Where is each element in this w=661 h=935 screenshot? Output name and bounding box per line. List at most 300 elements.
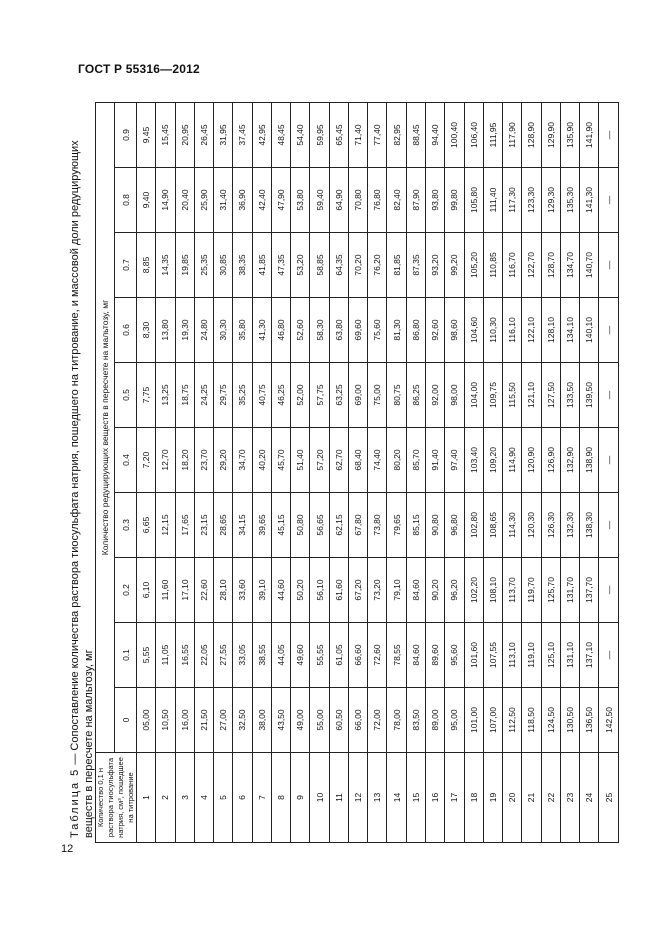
table-cell: 117,30 [503, 168, 522, 233]
row-number-cell: 1 [137, 753, 156, 843]
table-cell: 52,00 [291, 363, 310, 428]
table-cell: 14,35 [156, 233, 175, 298]
table-cell: 12,70 [156, 428, 175, 493]
table-cell: 17,10 [175, 558, 194, 623]
table-cell: 128,70 [541, 233, 560, 298]
table-cell: 89,60 [425, 623, 444, 688]
table-cell: 129,90 [541, 103, 560, 168]
table-cell: 59,40 [310, 168, 329, 233]
table-cell: 33,05 [233, 623, 252, 688]
table-cell: 104,60 [464, 298, 483, 363]
row-number-cell: 15 [406, 753, 425, 843]
table-cell: 68,40 [348, 428, 367, 493]
table-cell: 44,60 [271, 558, 290, 623]
table-cell: 46,80 [271, 298, 290, 363]
table-body [137, 103, 619, 843]
table-row [233, 103, 252, 843]
table-cell: 75,60 [368, 298, 387, 363]
table-cell: 15,45 [156, 103, 175, 168]
table-cell: 56,65 [310, 493, 329, 558]
table-cell: 107,00 [483, 688, 502, 753]
table-cell: 27,00 [214, 688, 233, 753]
table-cell: 133,50 [560, 363, 579, 428]
table-cell: 97,40 [445, 428, 464, 493]
table-cell: 85,70 [406, 428, 425, 493]
table-cell: 77,40 [368, 103, 387, 168]
table-cell: 14,90 [156, 168, 175, 233]
table-cell: 27,55 [214, 623, 233, 688]
table-cell: 7,20 [137, 428, 156, 493]
row-number-cell: 20 [503, 753, 522, 843]
table-cell: 87,90 [406, 168, 425, 233]
table-cell: 38,35 [233, 233, 252, 298]
table-cell: 22,60 [194, 558, 213, 623]
rotated-table-page [68, 96, 614, 843]
table-cell: 80,75 [387, 363, 406, 428]
table-cell: 64,90 [329, 168, 348, 233]
table-cell: 37,45 [233, 103, 252, 168]
table-cell: 40,75 [252, 363, 271, 428]
row-number-cell: 18 [464, 753, 483, 843]
table-cell: 20,40 [175, 168, 194, 233]
row-number-cell: 3 [175, 753, 194, 843]
table-cell: 99,20 [445, 233, 464, 298]
table-row [406, 103, 425, 843]
table-cell: 41,30 [252, 298, 271, 363]
table-cell: 76,20 [368, 233, 387, 298]
table-cell: — [599, 103, 619, 168]
table-cell: 63,25 [329, 363, 348, 428]
table-cell: 31,95 [214, 103, 233, 168]
table-cell: 138,90 [580, 428, 599, 493]
table-cell: 9,45 [137, 103, 156, 168]
table-cell: — [599, 363, 619, 428]
table-cell: 111,95 [483, 103, 502, 168]
table-cell: 90,80 [425, 493, 444, 558]
table-cell: 114,30 [503, 493, 522, 558]
table-cell: 29,75 [214, 363, 233, 428]
table-cell: 39,10 [252, 558, 271, 623]
table-cell: 141,30 [580, 168, 599, 233]
table-cell: 49,00 [291, 688, 310, 753]
row-number-cell: 22 [541, 753, 560, 843]
table-cell: 11,05 [156, 623, 175, 688]
table-cell: 35,80 [233, 298, 252, 363]
table-cell: 131,10 [560, 623, 579, 688]
table-cell: 81,85 [387, 233, 406, 298]
table-cell: 130,50 [560, 688, 579, 753]
table-cell: 140,70 [580, 233, 599, 298]
group-header-cell: Количество редуцирующих веществ в пересчете на мальтозу, мг [96, 103, 115, 753]
table-cell: 10,50 [156, 688, 175, 753]
table-cell: 41,85 [252, 233, 271, 298]
table-cell: 142,50 [599, 688, 619, 753]
table-cell: 36,90 [233, 168, 252, 233]
table-cell: — [599, 233, 619, 298]
table-cell: — [599, 428, 619, 493]
table-cell: 58,85 [310, 233, 329, 298]
table-cell: 95,00 [445, 688, 464, 753]
table-cell: 34,15 [233, 493, 252, 558]
table-cell: 21,50 [194, 688, 213, 753]
column-header: 0.2 [115, 558, 137, 623]
table-row [291, 103, 310, 843]
table-cell: 107,55 [483, 623, 502, 688]
table-cell: 87,35 [406, 233, 425, 298]
table-row [329, 103, 348, 843]
table-cell: 135,90 [560, 103, 579, 168]
table-cell: — [599, 493, 619, 558]
table-cell: 18,20 [175, 428, 194, 493]
table-cell: — [599, 558, 619, 623]
table-cell: 84,60 [406, 623, 425, 688]
table-cell: 137,70 [580, 558, 599, 623]
table-cell: 126,90 [541, 428, 560, 493]
table-cell: 113,70 [503, 558, 522, 623]
table-cell: 106,40 [464, 103, 483, 168]
column-header: 0.7 [115, 233, 137, 298]
table-cell: 34,70 [233, 428, 252, 493]
table-cell: 124,50 [541, 688, 560, 753]
table-row [541, 103, 560, 843]
table-cell: 128,10 [541, 298, 560, 363]
column-header: 0.4 [115, 428, 137, 493]
row-number-cell: 25 [599, 753, 619, 843]
table-cell: 91,40 [425, 428, 444, 493]
row-number-cell: 21 [522, 753, 541, 843]
table-cell: 67,20 [348, 558, 367, 623]
table-caption [68, 103, 96, 838]
table-cell: 72,60 [368, 623, 387, 688]
table-row [156, 103, 175, 843]
table-row [387, 103, 406, 843]
table-cell: — [599, 298, 619, 363]
table-cell: 9,40 [137, 168, 156, 233]
table-cell: 116,70 [503, 233, 522, 298]
table-cell: 38,00 [252, 688, 271, 753]
table-cell: 26,45 [194, 103, 213, 168]
table-cell: 57,75 [310, 363, 329, 428]
table-row [522, 103, 541, 843]
table-cell: 63,80 [329, 298, 348, 363]
column-header: 0.5 [115, 363, 137, 428]
table-cell: 49,60 [291, 623, 310, 688]
table-cell: 100,40 [445, 103, 464, 168]
table-cell: 19,30 [175, 298, 194, 363]
table-cell: 38,55 [252, 623, 271, 688]
column-header: 0.9 [115, 103, 137, 168]
table-cell: 28,10 [214, 558, 233, 623]
table-cell: 30,30 [214, 298, 233, 363]
table-row [560, 103, 579, 843]
table-cell: 78,55 [387, 623, 406, 688]
table-cell: 128,90 [522, 103, 541, 168]
table-row [464, 103, 483, 843]
row-number-cell: 7 [252, 753, 271, 843]
table-cell: 105,80 [464, 168, 483, 233]
table-cell: 6,10 [137, 558, 156, 623]
row-number-cell: 4 [194, 753, 213, 843]
table-row [271, 103, 290, 843]
page-number: 12 [61, 843, 74, 855]
table-cell: 141,90 [580, 103, 599, 168]
table-cell: 47,35 [271, 233, 290, 298]
table-cell: 101,60 [464, 623, 483, 688]
table-cell: 05,00 [137, 688, 156, 753]
table-cell: 122,70 [522, 233, 541, 298]
table-cell: 120,90 [522, 428, 541, 493]
table-cell: 134,70 [560, 233, 579, 298]
table-cell: 28,65 [214, 493, 233, 558]
column-header: 0.1 [115, 623, 137, 688]
document-header: ГОСТ Р 55316—2012 [78, 62, 200, 76]
table-cell: 78,00 [387, 688, 406, 753]
table-cell: 12,15 [156, 493, 175, 558]
table-row [214, 103, 233, 843]
table-cell: 75,00 [368, 363, 387, 428]
table-cell: 23,70 [194, 428, 213, 493]
column-header: 0.6 [115, 298, 137, 363]
table-cell: 24,80 [194, 298, 213, 363]
table-cell: 50,80 [291, 493, 310, 558]
table-cell: 88,45 [406, 103, 425, 168]
row-number-cell: 5 [214, 753, 233, 843]
table-cell: 125,10 [541, 623, 560, 688]
table-cell: 40,20 [252, 428, 271, 493]
table-cell: 48,45 [271, 103, 290, 168]
table-row [599, 103, 619, 843]
table-cell: 140,10 [580, 298, 599, 363]
table-cell: 103,40 [464, 428, 483, 493]
table-cell: 131,70 [560, 558, 579, 623]
column-header: 0.8 [115, 168, 137, 233]
table-cell: 13,80 [156, 298, 175, 363]
table-cell: 137,10 [580, 623, 599, 688]
table-cell: 30,85 [214, 233, 233, 298]
caption-label: Таблица 5 [69, 767, 81, 838]
table-cell: 57,20 [310, 428, 329, 493]
table-cell: 110,85 [483, 233, 502, 298]
table-cell: 53,80 [291, 168, 310, 233]
table-row [445, 103, 464, 843]
table-cell: 50,20 [291, 558, 310, 623]
table-row [580, 103, 599, 843]
table-row [194, 103, 213, 843]
table-cell: 62,70 [329, 428, 348, 493]
table-cell: 134,10 [560, 298, 579, 363]
table-cell: 58,30 [310, 298, 329, 363]
row-number-cell: 19 [483, 753, 502, 843]
table-cell: 117,90 [503, 103, 522, 168]
table-cell: 69,60 [348, 298, 367, 363]
table-cell: 90,20 [425, 558, 444, 623]
table-cell: 84,60 [406, 558, 425, 623]
row-number-cell: 17 [445, 753, 464, 843]
table-cell: 139,50 [580, 363, 599, 428]
table-cell: 109,75 [483, 363, 502, 428]
table-cell: 92,60 [425, 298, 444, 363]
table-cell: 138,30 [580, 493, 599, 558]
table-cell: 62,15 [329, 493, 348, 558]
column-header: 0 [115, 688, 137, 753]
table-row [425, 103, 444, 843]
table-cell: 89,00 [425, 688, 444, 753]
table-row [175, 103, 194, 843]
table-cell: 96,80 [445, 493, 464, 558]
table-cell: 121,10 [522, 363, 541, 428]
table-cell: 45,70 [271, 428, 290, 493]
table-cell: 119,10 [522, 623, 541, 688]
row-number-cell: 8 [271, 753, 290, 843]
table-cell: 13,25 [156, 363, 175, 428]
table-cell: 17,65 [175, 493, 194, 558]
table-cell: 25,90 [194, 168, 213, 233]
table-cell: 71,40 [348, 103, 367, 168]
table-cell: 96,20 [445, 558, 464, 623]
table-cell: 51,40 [291, 428, 310, 493]
table-cell: 86,80 [406, 298, 425, 363]
table-cell: 132,30 [560, 493, 579, 558]
table-cell: 43,50 [271, 688, 290, 753]
table-cell: 85,15 [406, 493, 425, 558]
table-cell: 22,05 [194, 623, 213, 688]
table-cell: 31,40 [214, 168, 233, 233]
table-cell: 55,00 [310, 688, 329, 753]
row-number-cell: 16 [425, 753, 444, 843]
row-number-cell: 11 [329, 753, 348, 843]
table-cell: 79,10 [387, 558, 406, 623]
table-cell: 61,60 [329, 558, 348, 623]
table-cell: 81,30 [387, 298, 406, 363]
table-cell: 110,30 [483, 298, 502, 363]
table-cell: 115,50 [503, 363, 522, 428]
table-cell: 126,30 [541, 493, 560, 558]
table-row [348, 103, 367, 843]
table-cell: 120,30 [522, 493, 541, 558]
table-cell: 54,40 [291, 103, 310, 168]
table-cell: 114,90 [503, 428, 522, 493]
table-row [483, 103, 502, 843]
table-cell: — [599, 168, 619, 233]
table-cell: 66,60 [348, 623, 367, 688]
table-cell: 74,40 [368, 428, 387, 493]
row-number-cell: 9 [291, 753, 310, 843]
table-cell: 19,85 [175, 233, 194, 298]
table-cell: 45,15 [271, 493, 290, 558]
table-cell: 104,00 [464, 363, 483, 428]
table-cell: 11,60 [156, 558, 175, 623]
table-cell: 102,20 [464, 558, 483, 623]
table-cell: 29,20 [214, 428, 233, 493]
table-cell: 98,00 [445, 363, 464, 428]
table-cell: 64,35 [329, 233, 348, 298]
row-header-cell: Количество 0,1 н раствора тиосульфата натрия, см³, пошедшее на титрование [96, 753, 137, 843]
table-cell: 82,40 [387, 168, 406, 233]
table-cell: 47,90 [271, 168, 290, 233]
table-cell: 108,65 [483, 493, 502, 558]
row-number-cell: 12 [348, 753, 367, 843]
table-row [252, 103, 271, 843]
table-cell: 119,70 [522, 558, 541, 623]
table-cell: 56,10 [310, 558, 329, 623]
table-cell: 23,15 [194, 493, 213, 558]
table-cell: 5,55 [137, 623, 156, 688]
table-cell: 80,20 [387, 428, 406, 493]
table-row [368, 103, 387, 843]
table-cell: 53,20 [291, 233, 310, 298]
table-cell: 95,60 [445, 623, 464, 688]
table-cell: 76,80 [368, 168, 387, 233]
table-cell: 86,25 [406, 363, 425, 428]
table-cell: 83,50 [406, 688, 425, 753]
table-cell: 69,00 [348, 363, 367, 428]
table-cell: 112,50 [503, 688, 522, 753]
column-header-row [115, 103, 137, 843]
table-cell: 73,80 [368, 493, 387, 558]
table-cell: 6,65 [137, 493, 156, 558]
table-cell: 72,00 [368, 688, 387, 753]
table-cell: 33,60 [233, 558, 252, 623]
table-cell: 60,50 [329, 688, 348, 753]
table-cell: 67,80 [348, 493, 367, 558]
table-cell: 108,10 [483, 558, 502, 623]
table-cell: 20,95 [175, 103, 194, 168]
table-cell: 82,95 [387, 103, 406, 168]
table-cell: 16,55 [175, 623, 194, 688]
row-number-cell: 14 [387, 753, 406, 843]
table-cell: 70,20 [348, 233, 367, 298]
table-cell: 135,30 [560, 168, 579, 233]
table-cell: 132,90 [560, 428, 579, 493]
table-cell: 136,50 [580, 688, 599, 753]
table-cell: 79,65 [387, 493, 406, 558]
maltose-table [95, 102, 619, 843]
table-cell: 94,40 [425, 103, 444, 168]
table-row [503, 103, 522, 843]
table-cell: 113,10 [503, 623, 522, 688]
row-number-cell: 6 [233, 753, 252, 843]
table-cell: 93,20 [425, 233, 444, 298]
column-header: 0.3 [115, 493, 137, 558]
table-cell: 16,00 [175, 688, 194, 753]
table-cell: 8,85 [137, 233, 156, 298]
table-cell: 118,50 [522, 688, 541, 753]
row-number-cell: 23 [560, 753, 579, 843]
table-cell: 73,20 [368, 558, 387, 623]
table-cell: 70,80 [348, 168, 367, 233]
table-cell: 122,10 [522, 298, 541, 363]
table-cell: 65,45 [329, 103, 348, 168]
table-cell: 98,60 [445, 298, 464, 363]
table-cell: 8,30 [137, 298, 156, 363]
table-cell: 52,60 [291, 298, 310, 363]
table-cell: 25,35 [194, 233, 213, 298]
table-cell: 101,00 [464, 688, 483, 753]
table-cell: 123,30 [522, 168, 541, 233]
table-cell: 35,25 [233, 363, 252, 428]
table-cell: 109,20 [483, 428, 502, 493]
caption-text: — Сопоставление количества раствора тиосульфата натрия, пошедшего на титрование, и массовой доли редуцирующих веществ в пересчете на мальтозу, мг [69, 140, 95, 838]
row-number-cell: 13 [368, 753, 387, 843]
table-cell: 102,80 [464, 493, 483, 558]
table-cell: 92,00 [425, 363, 444, 428]
table-cell: 93,80 [425, 168, 444, 233]
row-number-cell: 2 [156, 753, 175, 843]
table-cell: 59,95 [310, 103, 329, 168]
table-cell: 42,40 [252, 168, 271, 233]
table-cell: 7,75 [137, 363, 156, 428]
table-cell: 61,05 [329, 623, 348, 688]
